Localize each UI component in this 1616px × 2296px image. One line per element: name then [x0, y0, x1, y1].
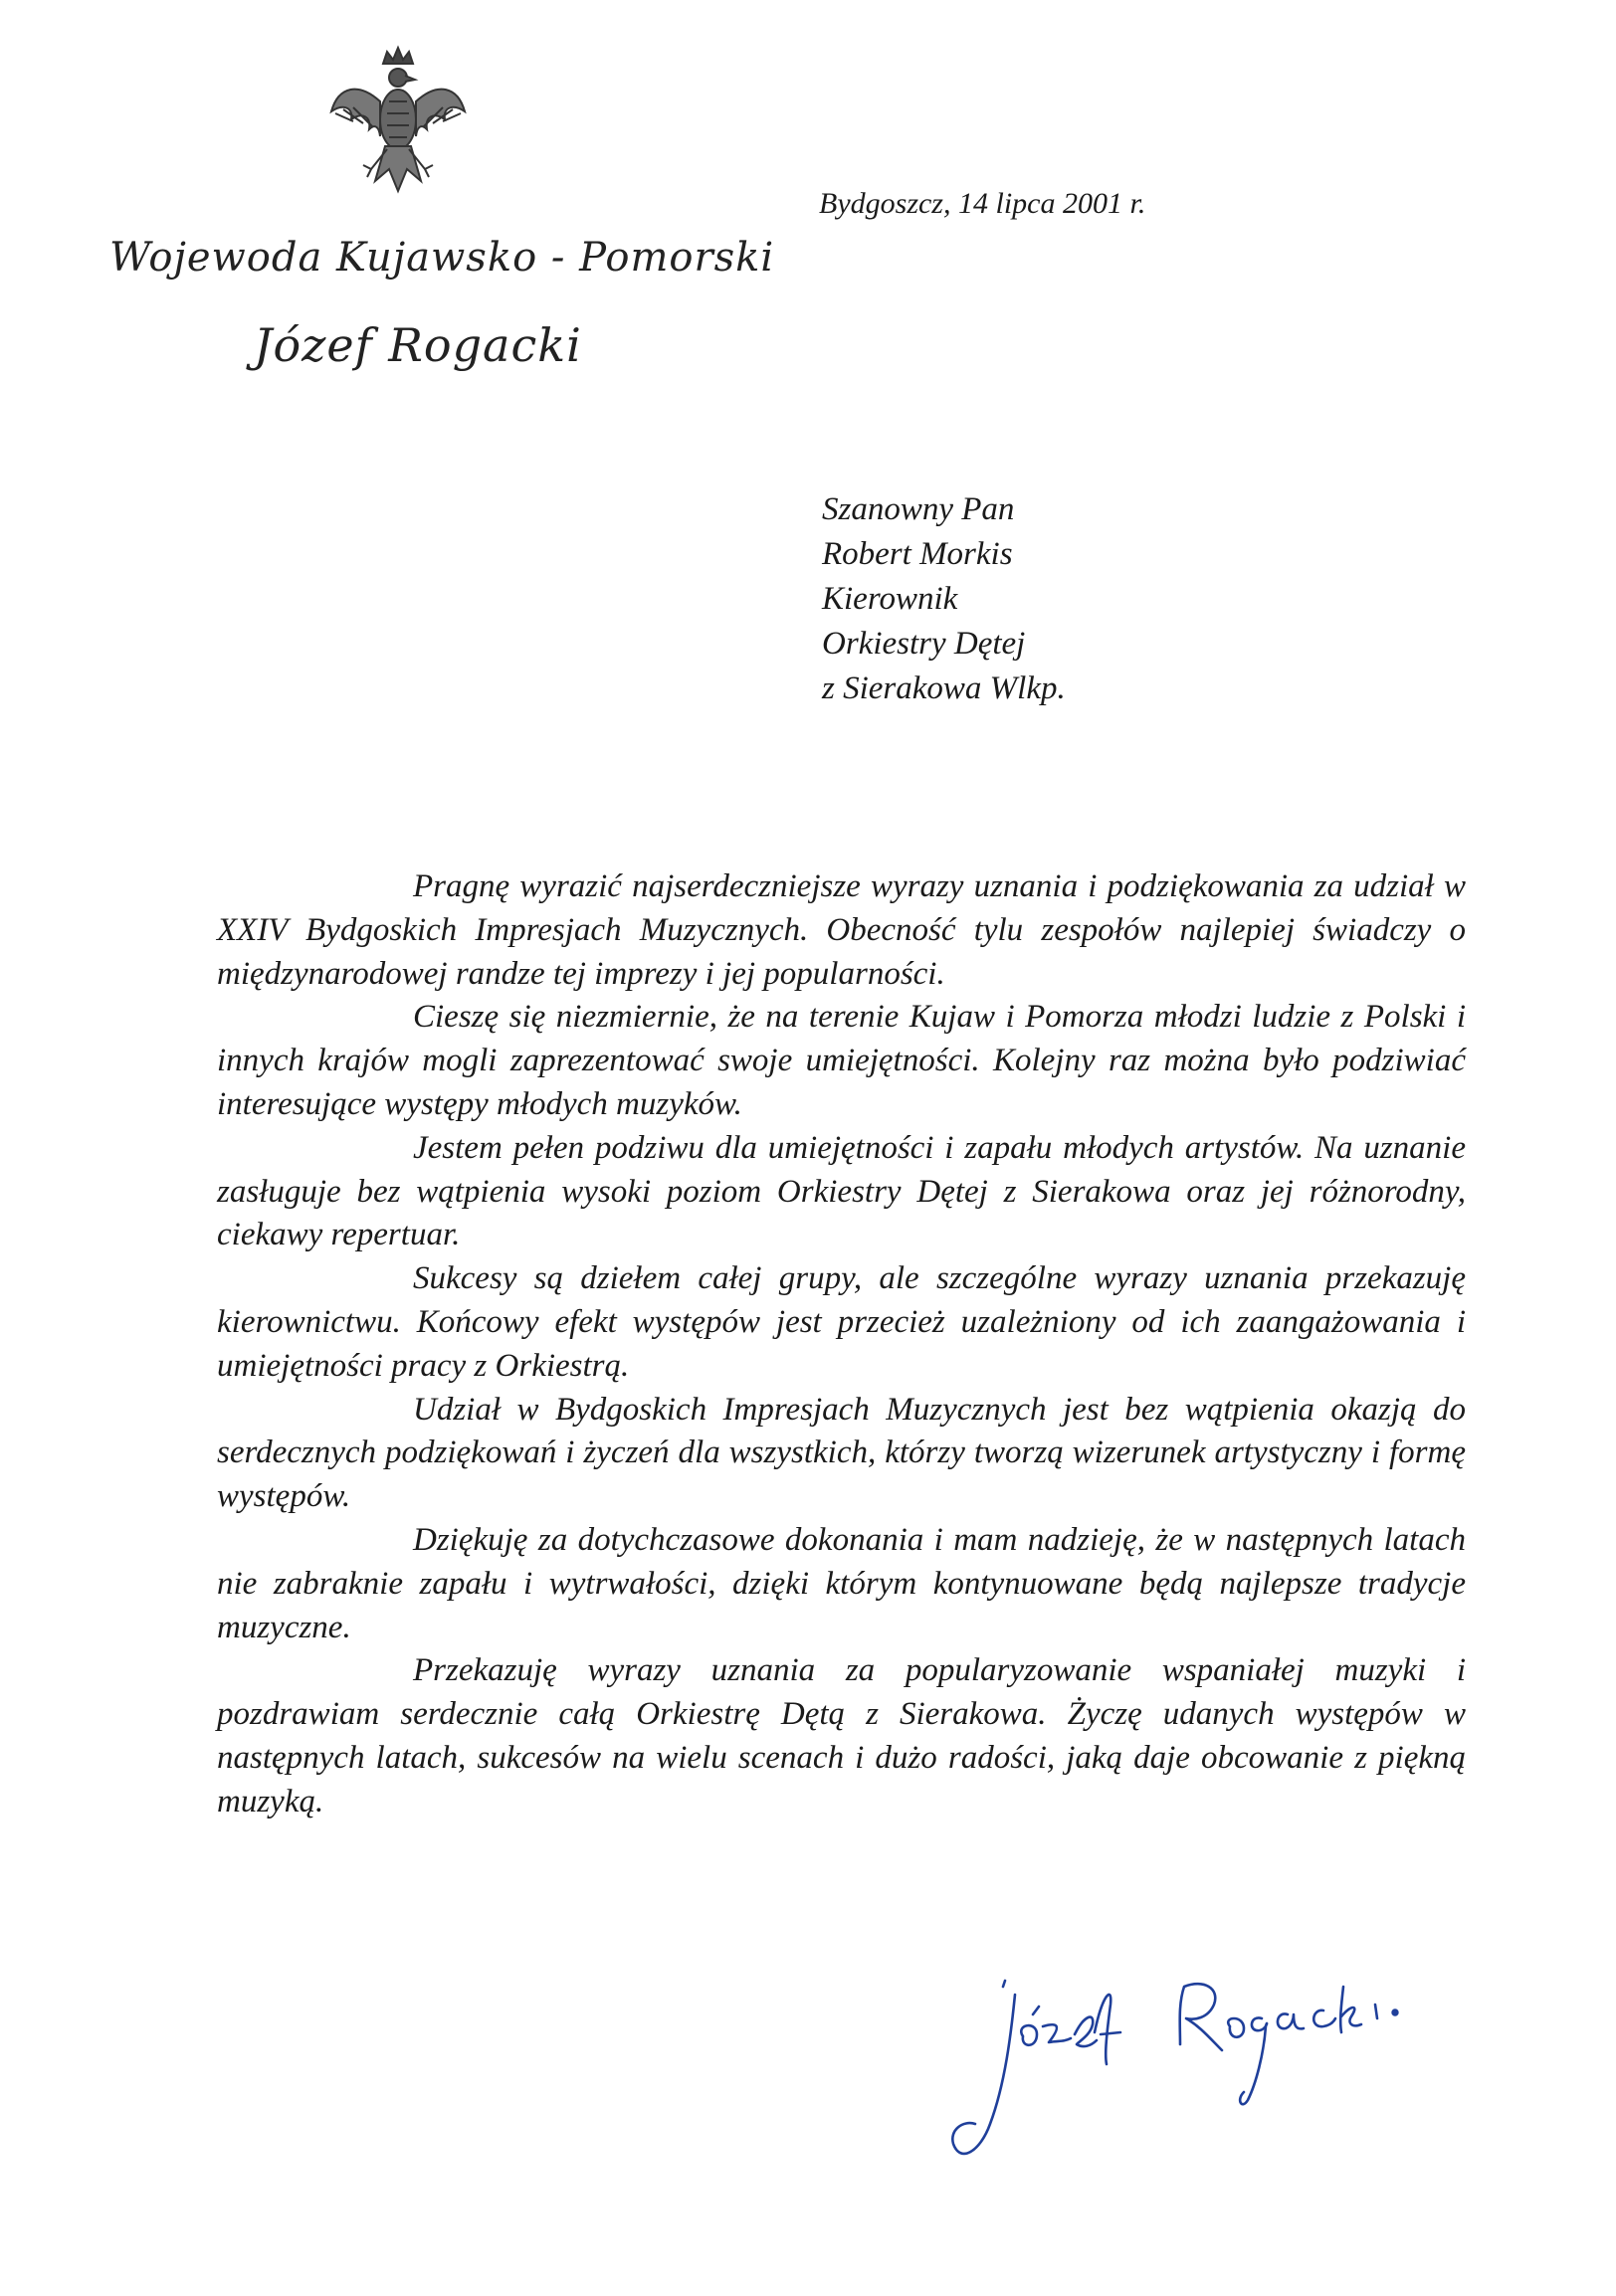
- recipient-line: z Sierakowa Wlkp.: [822, 670, 1066, 706]
- body-paragraph: Cieszę się niezmiernie, że na terenie Kujaw i Pomorza młodzi ludzie z Polski i innych krajów mogli zaprezentować swoje umiejętności. Kolejny raz można było podziwiać interesujące występy młodych muzyków.: [217, 999, 1466, 1122]
- recipient-line: Orkiestry Dętej: [822, 626, 1026, 662]
- body-paragraph: Pragnę wyrazić najserdeczniejsze wyrazy uznania i podziękowania za udział w XXIV Bydgoskich Impresjach Muzycznych. Obecność tylu zespołów najlepiej świadczy o międzynarodowej randze tej imprezy i jej popularności.: [217, 868, 1466, 992]
- body-paragraph: Dziękuję za dotychczasowe dokonania i mam nadzieję, że w następnych latach nie zabraknie zapału i wytrwałości, dzięki którym kontynuowane będą najlepsze tradycje muzyczne.: [217, 1521, 1466, 1645]
- body-paragraph: Jestem pełen podziwu dla umiejętności i zapału młodych artystów. Na uznanie zasługuje bez wątpienia wysoki poziom Orkiestry Dętej z Sierakowa oraz jej różnorodny, ciekawy repertuar.: [217, 1129, 1466, 1253]
- body-paragraph: Sukcesy są dziełem całej grupy, ale szczególne wyrazy uznania przekazuję kierownictwu. Końcowy efekt występów jest przecież uzależniony od ich zaangażowania i umiejętności pracy z Orkiestrą.: [217, 1260, 1466, 1384]
- recipient-line: Kierownik: [822, 581, 958, 617]
- recipient-line: Szanowny Pan: [822, 491, 1015, 527]
- body-paragraph: Przekazuję wyrazy uznania za popularyzowanie wspaniałej muzyki i pozdrawiam serdecznie całą Orkiestrę Dętą z Sierakowa. Życzę udanych występów w następnych latach, sukcesów na wielu scenach i dużo radości, jaką daje obcowanie z piękną muzyką.: [217, 1652, 1466, 1819]
- recipient-line: Robert Morkis: [822, 536, 1013, 572]
- letter-date: Bydgoszcz, 14 lipca 2001 r.: [819, 187, 1146, 220]
- handwritten-signature: [945, 1975, 1463, 2184]
- letterhead-name: Józef Rogacki: [254, 318, 582, 372]
- body-paragraph: Udział w Bydgoskich Impresjach Muzycznych jest bez wątpienia okazją do serdecznych podziękowań i życzeń dla wszystkich, którzy tworzą wizerunek artystyczny i formę występów.: [217, 1391, 1466, 1515]
- polish-eagle-emblem-icon: [323, 42, 473, 211]
- letterhead-title: Wojewoda Kujawsko - Pomorski: [109, 235, 775, 281]
- letter-body: [217, 865, 1466, 1824]
- recipient-block: [822, 487, 1066, 711]
